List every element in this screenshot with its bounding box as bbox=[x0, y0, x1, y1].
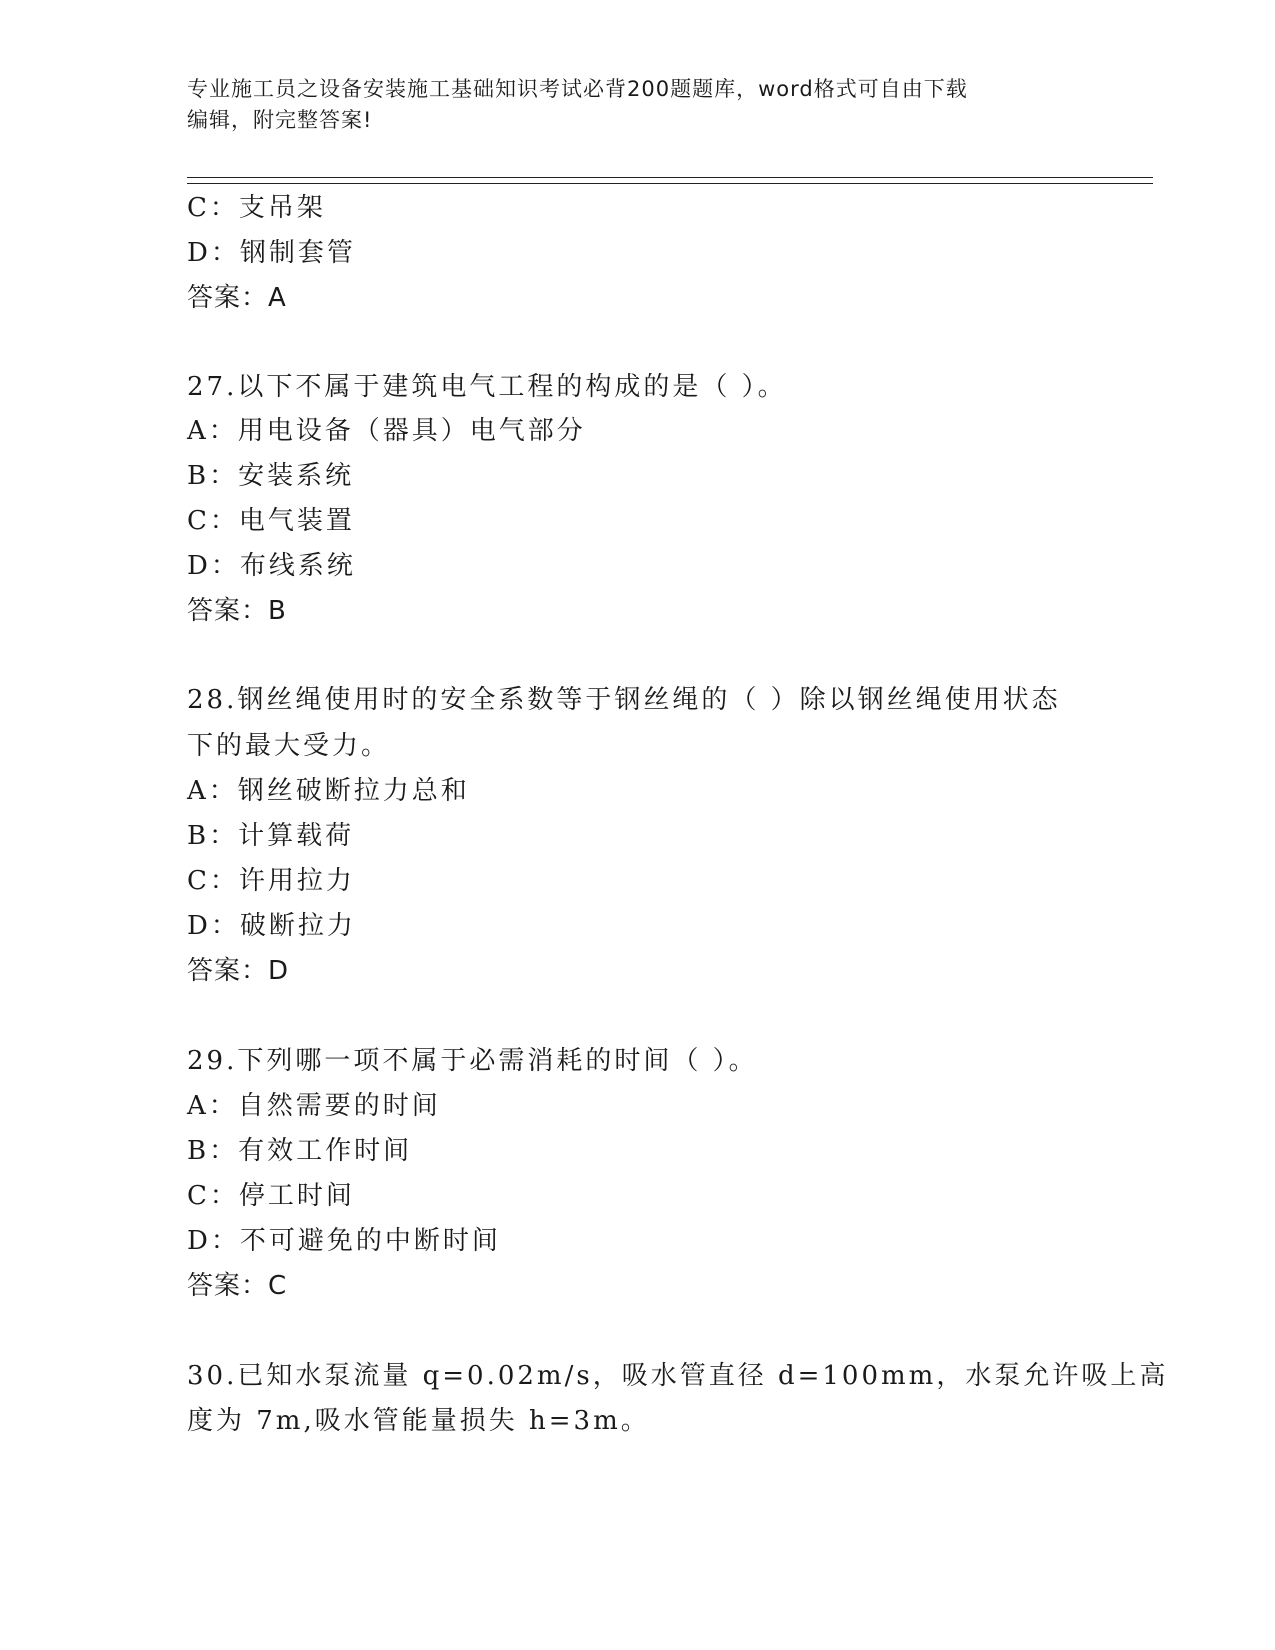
header-divider-top bbox=[187, 177, 1153, 178]
q27-option-a: A：用电设备（器具）电气部分 bbox=[187, 416, 586, 446]
header-title-line-2: 编辑，附完整答案! bbox=[187, 108, 373, 132]
header-divider-bottom bbox=[187, 183, 1153, 184]
q27-answer: 答案：B bbox=[187, 596, 287, 626]
q30-stem-line-1: 30.已知水泵流量 q=0.02m/s，吸水管直径 d=100mm，水泵允许吸上高 bbox=[187, 1361, 1169, 1391]
q28-stem-line-2: 下的最大受力。 bbox=[187, 731, 391, 761]
document-header bbox=[187, 74, 1067, 136]
q29-answer: 答案：C bbox=[187, 1271, 288, 1301]
q28-option-a: A：钢丝破断拉力总和 bbox=[187, 776, 470, 806]
prev-answer: 答案：A bbox=[187, 283, 287, 313]
q28-stem-line-1: 28.钢丝绳使用时的安全系数等于钢丝绳的（ ）除以钢丝绳使用状态 bbox=[187, 685, 1061, 715]
prev-option-c: C：支吊架 bbox=[187, 193, 326, 223]
q28-option-c: C：许用拉力 bbox=[187, 866, 355, 896]
prev-option-d: D：钢制套管 bbox=[187, 238, 356, 268]
q29-option-c: C：停工时间 bbox=[187, 1181, 355, 1211]
q27-option-c: C：电气装置 bbox=[187, 506, 355, 536]
q29-option-a: A：自然需要的时间 bbox=[187, 1091, 441, 1121]
q28-option-b: B：计算载荷 bbox=[187, 821, 355, 851]
q30-stem-line-2: 度为 7m,吸水管能量损失 h=3m。 bbox=[187, 1406, 650, 1436]
q28-answer: 答案：D bbox=[187, 956, 290, 986]
q29-option-d: D：不可避免的中断时间 bbox=[187, 1226, 501, 1256]
q27-option-b: B：安装系统 bbox=[187, 461, 355, 491]
q27-option-d: D：布线系统 bbox=[187, 551, 356, 581]
q29-option-b: B：有效工作时间 bbox=[187, 1136, 413, 1166]
header-title-line-1: 专业施工员之设备安装施工基础知识考试必背200题题库，word格式可自由下载 bbox=[187, 77, 968, 101]
q28-option-d: D：破断拉力 bbox=[187, 911, 356, 941]
q27-stem: 27.以下不属于建筑电气工程的构成的是（ ）。 bbox=[187, 372, 787, 402]
q29-stem: 29.下列哪一项不属于必需消耗的时间（ ）。 bbox=[187, 1046, 758, 1076]
